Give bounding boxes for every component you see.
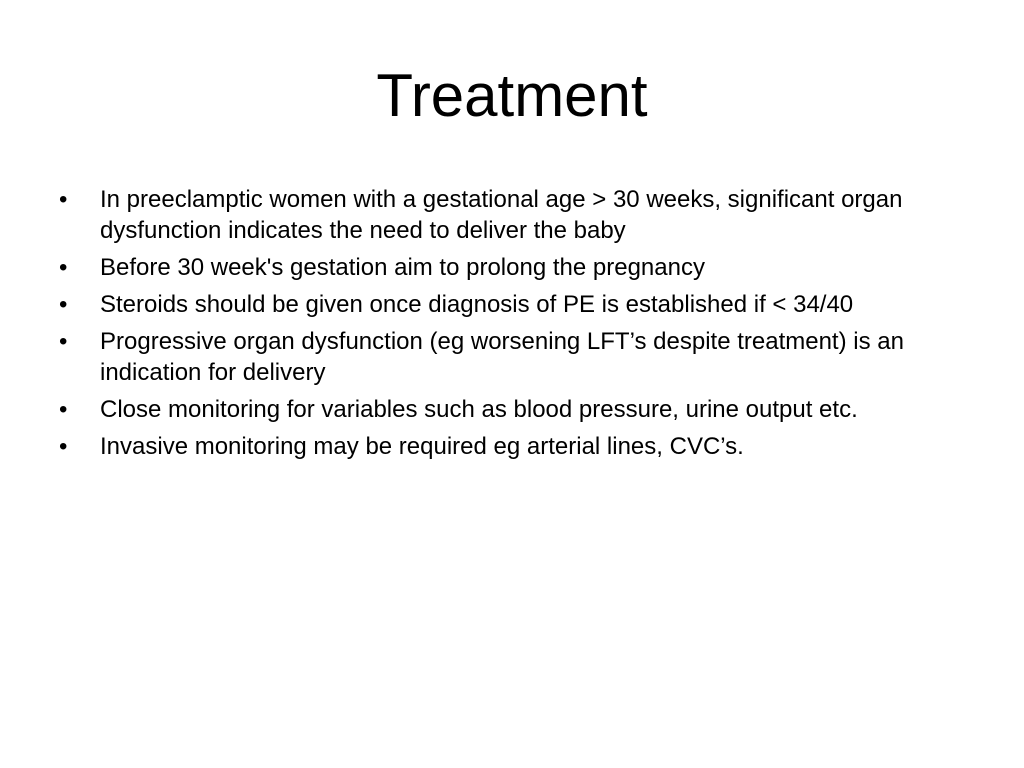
bullet-item (59, 289, 959, 320)
bullet-item (59, 431, 959, 462)
bullet-text: Close monitoring for variables such as blood pressure, urine output etc. (100, 396, 858, 423)
bullet-item (59, 184, 959, 246)
bullet-text: Steroids should be given once diagnosis of PE is established if < 34/40 (100, 291, 854, 318)
slide-title: Treatment (376, 62, 648, 129)
bullet-marker: • (59, 433, 68, 460)
bullet-item (59, 326, 959, 388)
bullet-marker: • (59, 328, 68, 355)
bullet-marker: • (59, 186, 68, 213)
bullet-item (59, 394, 959, 425)
bullet-text: Invasive monitoring may be required eg arterial lines, CVC’s. (100, 433, 744, 460)
bullet-marker: • (59, 396, 68, 423)
bullet-text: In preeclamptic women with a gestational age > 30 weeks, significant organ dysfunction indicates the need to deliver the baby (100, 186, 903, 244)
bullet-text: Progressive organ dysfunction (eg worsening LFT’s despite treatment) is an indication for delivery (100, 328, 904, 386)
bullet-item (59, 252, 959, 283)
bullet-marker: • (59, 291, 68, 318)
bullet-list (59, 184, 959, 468)
bullet-text: Before 30 week's gestation aim to prolong the pregnancy (100, 254, 705, 281)
bullet-marker: • (59, 254, 68, 281)
